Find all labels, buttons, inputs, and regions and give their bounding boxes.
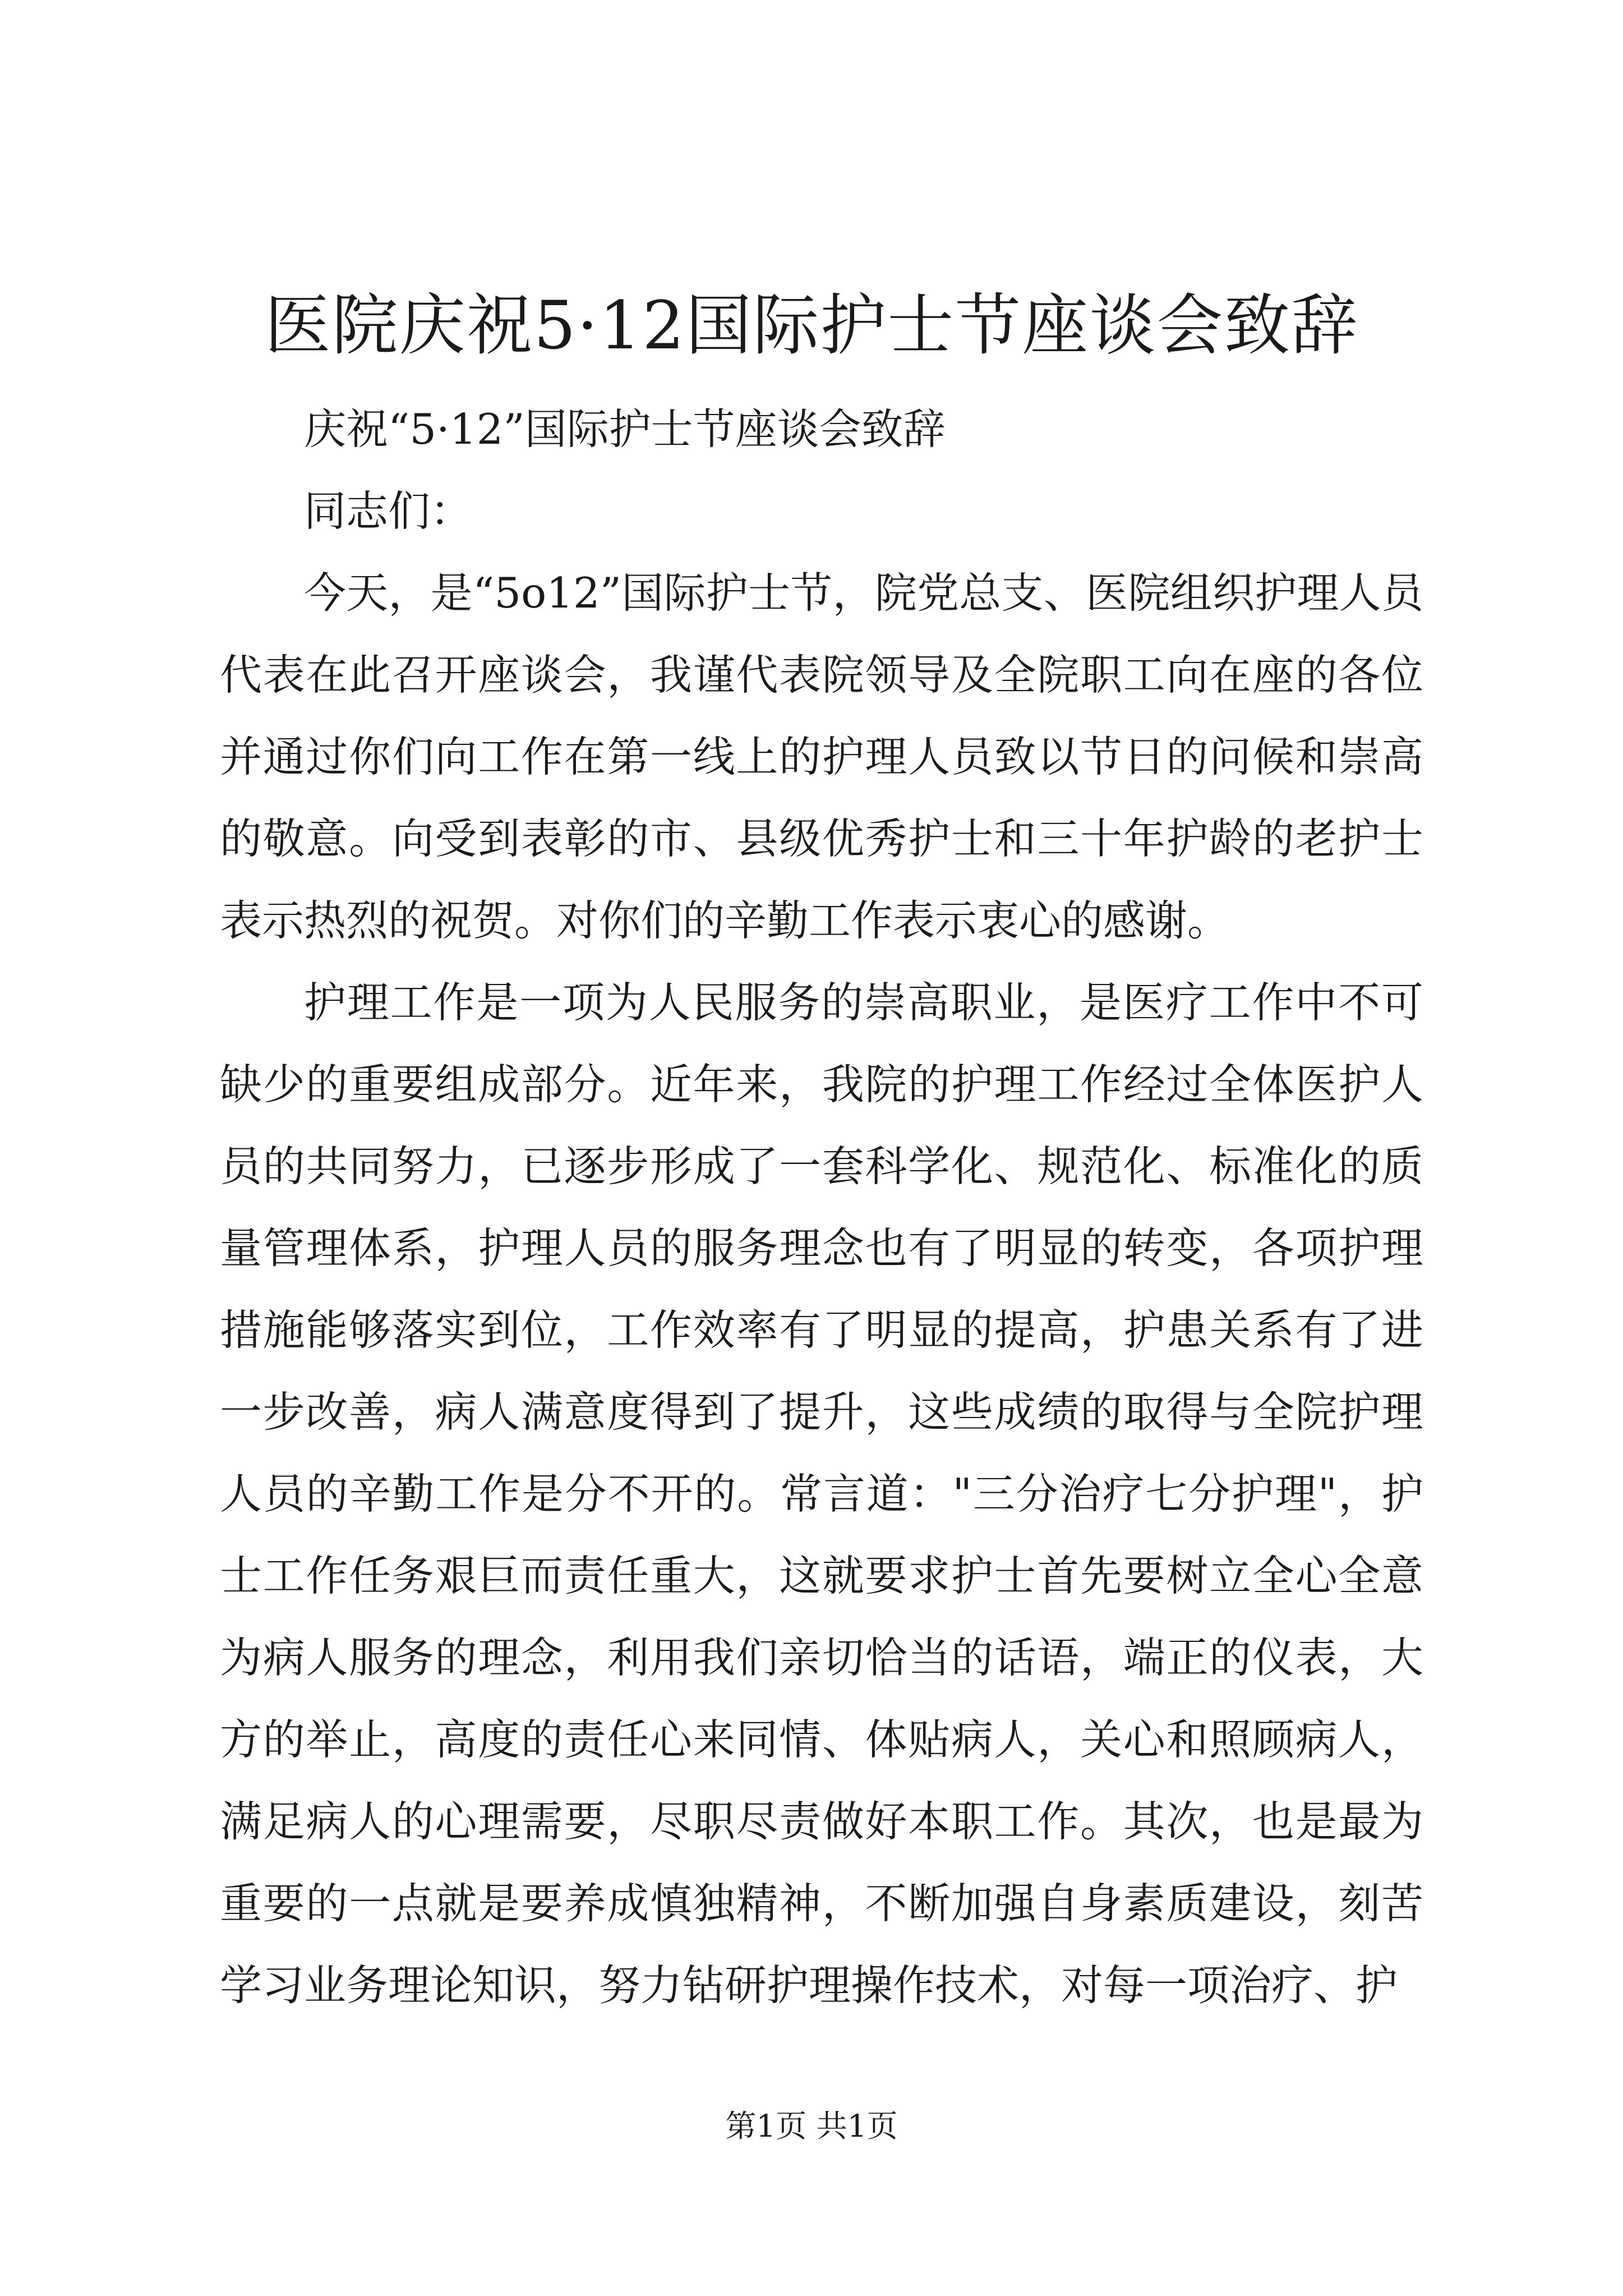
- paragraph: 今天，是“5o12”国际护士节，院党总支、医院组织护理人员代表在此召开座谈会，我谨代表院领导及全院职工向在座的各位并通过你们向工作在第一线上的护理人员致以节日的问候和崇高的敬意。向受到表彰的市、县级优秀护士和三十年护龄的老护士表示热烈的祝贺。对你们的辛勤工作表示衷心的感谢。: [220, 568, 1423, 945]
- salutation: 同志们：: [304, 486, 473, 536]
- page-footer: 第1页 共1页: [725, 2108, 898, 2144]
- document-title: 医院庆祝5·12国际护士节座谈会致辞: [264, 287, 1359, 364]
- document-subtitle: 庆祝“5·12”国际护士节座谈会致辞: [304, 404, 946, 454]
- paragraph: 护理工作是一项为人民服务的崇高职业，是医疗工作中不可缺少的重要组成部分。近年来，我院的护理工作经过全体医护人员的共同努力，已逐步形成了一套科学化、规范化、标准化的质量管理体系，护理人员的服务理念也有了明显的转变，各项护理措施能够落实到位，工作效率有了明显的提高，护患关系有了进一步改善，病人满意度得到了提升，这些成绩的取得与全院护理人员的辛勤工作是分不开的。常言道："三分治疗七分护理"，护士工作任务艰巨而责任重大，这就要求护士首先要树立全心全意为病人服务的理念，利用我们亲切恰当的话语，端正的仪表，大方的举止，高度的责任心来同情、体贴病人，关心和照顾病人，满足病人的心理需要，尽职尽责做好本职工作。其次，也是最为重要的一点就是要养成慎独精神，不断加强自身素质建设，刻苦学习业务理论知识，努力钻研护理操作技术，对每一项治疗、护: [220, 978, 1423, 2010]
